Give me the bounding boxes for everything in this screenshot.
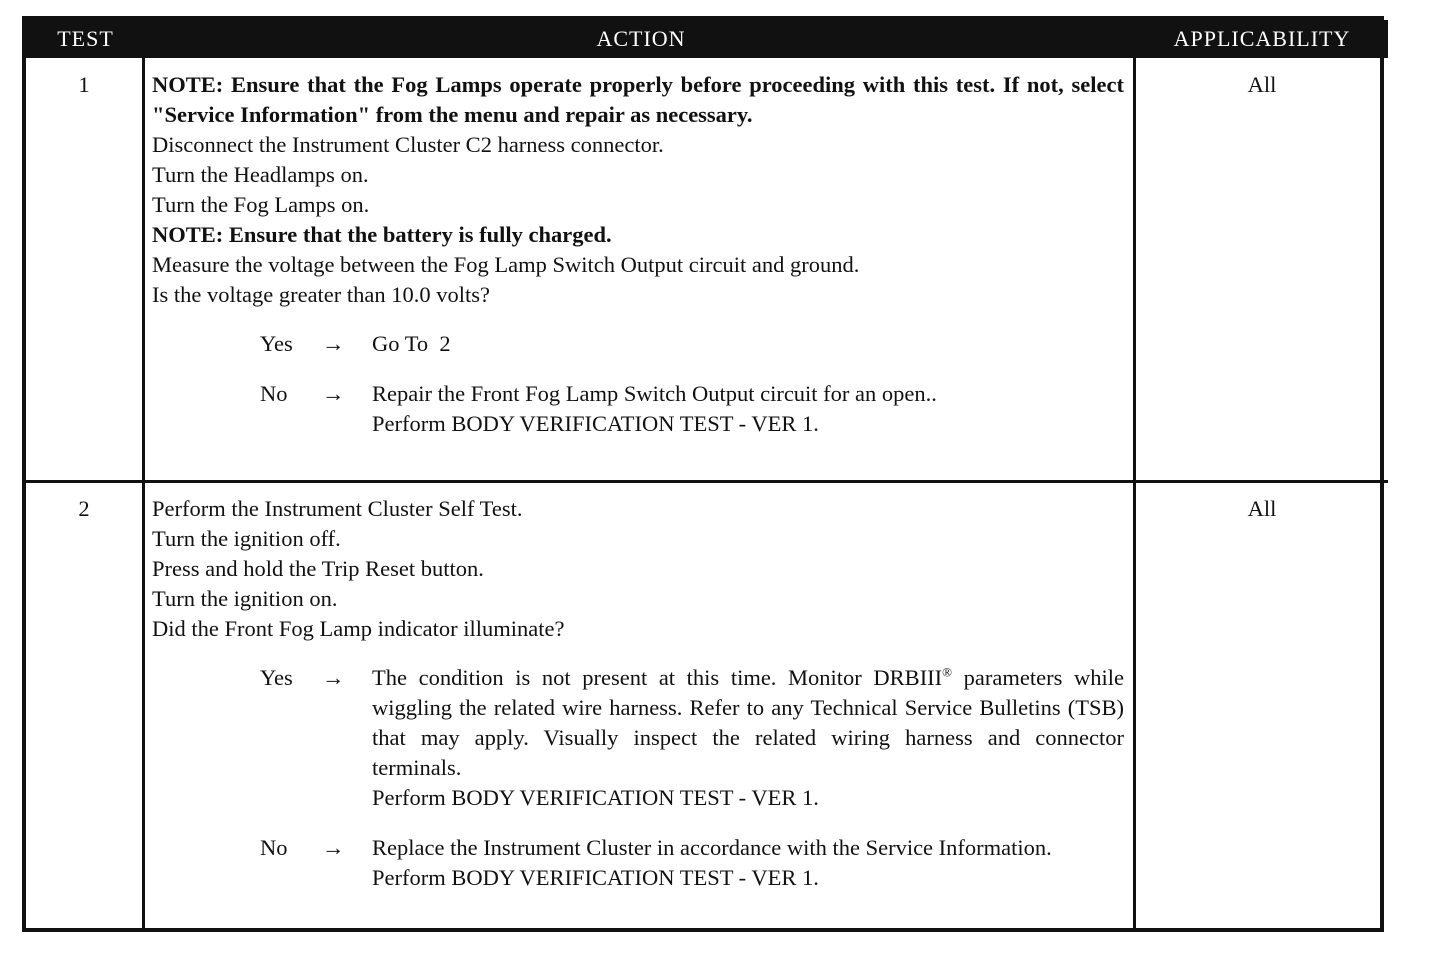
action-cell-2	[145, 480, 1136, 928]
no-result	[372, 379, 1125, 439]
applicability-1: All	[1247, 72, 1277, 97]
question-text: Is the voltage greater than 10.0 volts?	[152, 282, 491, 307]
header-action: ACTION	[145, 20, 1136, 58]
action-cell-1	[145, 58, 1136, 480]
step-text: Turn the ignition on.	[152, 586, 338, 611]
no-label: No	[260, 835, 288, 860]
no-branch	[260, 833, 1125, 893]
arrow-icon: →	[322, 665, 345, 690]
yes-result: Go To 2	[372, 331, 451, 356]
no-branch	[260, 379, 1125, 439]
step-text: Turn the Headlamps on.	[152, 162, 369, 187]
yes-label: Yes	[260, 665, 293, 690]
arrow-icon: →	[322, 835, 345, 860]
registered-mark: ®	[942, 664, 953, 680]
step-text: Turn the Fog Lamps on.	[152, 192, 370, 217]
result-text: The condition is not present at this time. Monitor DRBIII	[372, 665, 943, 690]
step-text: Disconnect the Instrument Cluster C2 harness connector.	[152, 132, 664, 157]
yes-label: Yes	[260, 331, 293, 356]
note-battery: NOTE: Ensure that the battery is fully charged.	[152, 222, 612, 247]
result-paragraph: Replace the Instrument Cluster in accordance with the Service Information.	[372, 835, 1052, 860]
header-applicability: APPLICABILITY	[1136, 20, 1388, 58]
result-line: Repair the Front Fog Lamp Switch Output circuit for an open..	[372, 381, 937, 406]
yes-result	[372, 663, 1125, 813]
step-text: Press and hold the Trip Reset button.	[152, 556, 484, 581]
result-line: Perform BODY VERIFICATION TEST - VER 1.	[372, 865, 819, 890]
test-number-1: 1	[26, 58, 145, 480]
no-result	[372, 833, 1125, 893]
result-line: Perform BODY VERIFICATION TEST - VER 1.	[372, 785, 819, 810]
step-text: Perform the Instrument Cluster Self Test.	[152, 496, 523, 521]
step-text: Measure the voltage between the Fog Lamp Switch Output circuit and ground.	[152, 252, 860, 277]
applicability-2: All	[1136, 480, 1388, 928]
result-text: parameters while wiggling the related wire harness. Refer to any Technical Service Bulletins (TSB) that may apply. Visually inspect the related wiring harness and connector terminals.	[372, 665, 1124, 780]
question-text: Did the Front Fog Lamp indicator illuminate?	[152, 616, 565, 641]
header-test: TEST	[26, 20, 145, 58]
test-number-2: 2	[26, 480, 145, 928]
note-fog-lamps: NOTE: Ensure that the Fog Lamps operate properly before proceeding with this test. If not, select "Service Information" from the menu and repair as necessary.	[152, 72, 1124, 127]
yes-branch	[260, 663, 1125, 813]
result-paragraph	[372, 663, 1124, 783]
step-text: Turn the ignition off.	[152, 526, 341, 551]
arrow-icon: →	[322, 331, 345, 356]
diagnostic-test-table	[22, 16, 1384, 932]
no-label: No	[260, 381, 288, 406]
result-line: Perform BODY VERIFICATION TEST - VER 1.	[372, 411, 819, 436]
arrow-icon: →	[322, 381, 345, 406]
yes-branch	[260, 329, 1125, 359]
